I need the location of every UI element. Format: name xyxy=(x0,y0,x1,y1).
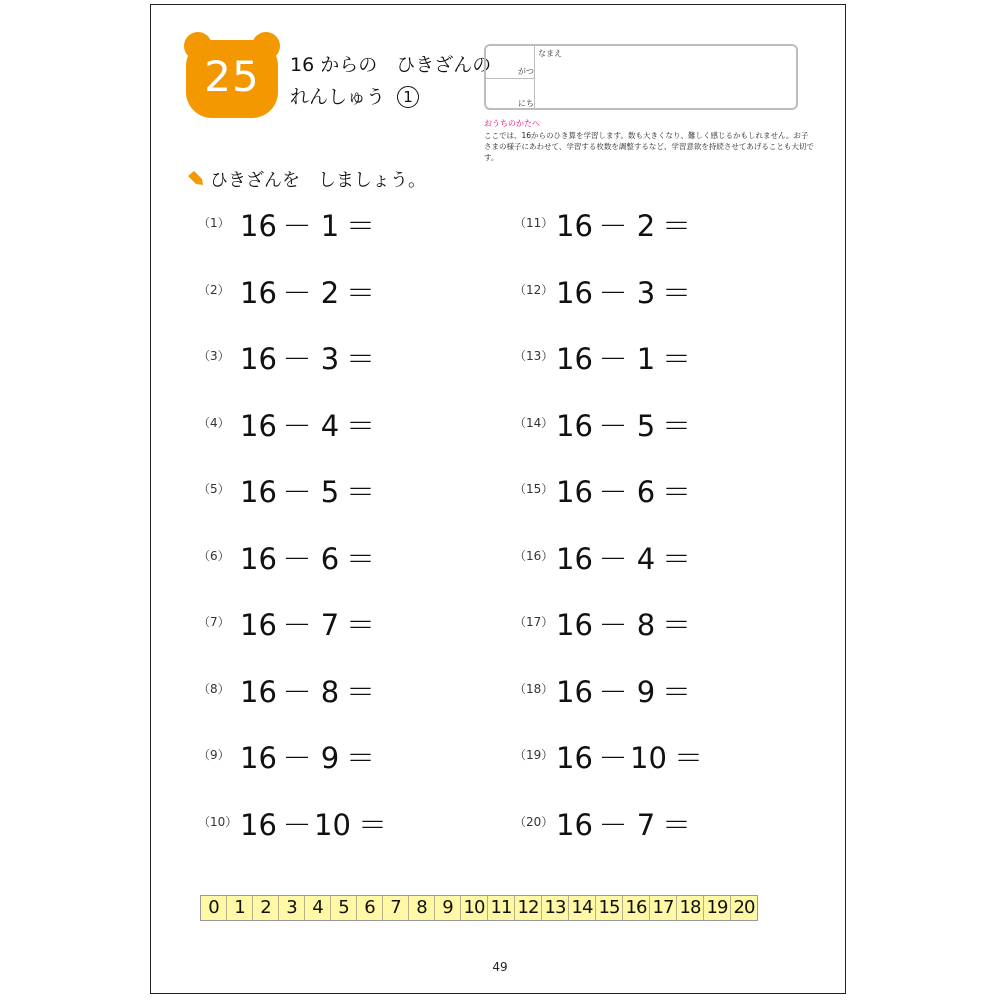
subtrahend: 9 xyxy=(320,741,340,775)
subtrahend: 2 xyxy=(636,209,656,243)
subtrahend: 8 xyxy=(636,608,656,642)
equals-sign: ＝ xyxy=(662,275,692,310)
problem-equation xyxy=(240,404,376,445)
subtrahend: 2 xyxy=(320,275,340,310)
problem-equation xyxy=(240,670,376,711)
minus-sign: － xyxy=(598,741,628,775)
equals-sign: ＝ xyxy=(662,408,692,443)
minuend: 16 xyxy=(556,408,593,443)
subtrahend: 1 xyxy=(320,209,340,243)
minus-sign: － xyxy=(598,275,628,310)
minuend: 16 xyxy=(240,541,277,576)
number-strip-cell: 1 xyxy=(227,896,253,920)
problem-number: （18） xyxy=(514,681,554,696)
number-strip-cell: 3 xyxy=(279,896,305,920)
minus-sign: － xyxy=(282,275,312,310)
minus-sign: － xyxy=(282,408,312,443)
subtrahend: 9 xyxy=(636,674,656,709)
minuend: 16 xyxy=(556,275,593,310)
minus-sign: － xyxy=(282,209,312,243)
equals-sign: ＝ xyxy=(674,741,704,775)
equals-sign: ＝ xyxy=(346,342,376,376)
equals-sign: ＝ xyxy=(662,541,692,576)
problem-number: （13） xyxy=(514,349,554,363)
number-strip-cell: 8 xyxy=(409,896,435,920)
problem-number: （3） xyxy=(198,349,230,363)
problem-equation xyxy=(556,204,692,245)
minuend: 16 xyxy=(556,342,593,376)
minuend: 16 xyxy=(556,541,593,576)
problem-number: （2） xyxy=(198,282,230,297)
equals-sign: ＝ xyxy=(346,209,376,243)
parent-note-heading: おうちのかたへ xyxy=(484,119,540,128)
problem-number: （9） xyxy=(198,748,230,762)
problem-equation xyxy=(240,271,376,312)
minus-sign: － xyxy=(282,807,312,842)
problem-number: （7） xyxy=(198,615,230,629)
number-strip-cell: 12 xyxy=(515,896,542,920)
minus-sign: － xyxy=(282,475,312,509)
equals-sign: ＝ xyxy=(346,541,376,576)
problem-equation xyxy=(556,337,692,378)
subtrahend: 5 xyxy=(320,475,340,509)
subtrahend: 6 xyxy=(320,541,340,576)
divider xyxy=(486,78,534,79)
equals-sign: ＝ xyxy=(662,674,692,709)
problem-equation xyxy=(556,470,692,511)
minus-sign: － xyxy=(282,342,312,376)
number-strip-cell: 20 xyxy=(733,897,755,918)
number-strip-cell: 19 xyxy=(704,896,731,920)
problem-number: （11） xyxy=(514,216,554,230)
minuend: 16 xyxy=(240,741,277,775)
minus-sign: － xyxy=(598,408,628,443)
subtrahend: 3 xyxy=(636,275,656,310)
number-strip-cell: 4 xyxy=(305,896,331,920)
title-text: れんしゅう xyxy=(290,86,386,108)
problem-equation xyxy=(556,537,692,578)
problem-number: （12） xyxy=(514,282,554,297)
number-strip-cell: 6 xyxy=(357,896,383,920)
problem-number: （14） xyxy=(514,415,554,430)
minuend: 16 xyxy=(556,475,593,509)
minuend: 16 xyxy=(240,209,277,243)
equals-sign: ＝ xyxy=(662,342,692,376)
equals-sign: ＝ xyxy=(662,608,692,642)
subtrahend: 3 xyxy=(320,342,340,376)
problem-number: （15） xyxy=(514,482,554,496)
lesson-number: 25 xyxy=(204,52,260,101)
page-title-line2 xyxy=(290,82,419,109)
name-date-box[interactable] xyxy=(484,44,798,110)
equals-sign: ＝ xyxy=(346,475,376,509)
minuend: 16 xyxy=(240,342,277,376)
instruction-text: ひきざんを しましょう。 xyxy=(210,170,426,191)
minus-sign: － xyxy=(282,674,312,709)
problem-equation xyxy=(240,337,376,378)
page-number: 49 xyxy=(492,960,508,974)
minus-sign: － xyxy=(598,475,628,509)
number-line-strip xyxy=(200,895,758,921)
minuend: 16 xyxy=(556,807,593,842)
problem-number: （19） xyxy=(514,748,554,762)
month-label: がつ xyxy=(518,67,534,76)
problem-number: （8） xyxy=(198,681,230,696)
minuend: 16 xyxy=(240,608,277,642)
problem-equation xyxy=(240,803,388,844)
page-title-line1: 16 からの ひきざんの xyxy=(290,54,492,76)
equals-sign: ＝ xyxy=(346,608,376,642)
minuend: 16 xyxy=(556,674,593,709)
number-strip-cell: 13 xyxy=(542,896,569,920)
minuend: 16 xyxy=(556,741,593,775)
minus-sign: － xyxy=(282,608,312,642)
number-strip-cell: 5 xyxy=(331,896,357,920)
subtrahend: 5 xyxy=(636,408,656,443)
minuend: 16 xyxy=(556,608,593,642)
instruction xyxy=(186,166,426,192)
problem-equation xyxy=(556,736,704,777)
problem-number: （16） xyxy=(514,548,554,563)
minuend: 16 xyxy=(556,209,593,243)
equals-sign: ＝ xyxy=(346,674,376,709)
number-strip-cell: 10 xyxy=(461,896,488,920)
parent-note-body: ここでは、16からのひき算を学習します。数も大きくなり、難しく感じるかもしれません。お子さまの様子にあわせて、学習する枚数を調整するなど、学習意欲を持続させてあげることも大切です。 xyxy=(484,131,814,162)
minus-sign: － xyxy=(282,741,312,775)
problem-equation xyxy=(240,603,376,644)
problem-number: （6） xyxy=(198,548,230,563)
problem-equation xyxy=(240,537,376,578)
subtrahend: 4 xyxy=(636,541,656,576)
subtrahend: 10 xyxy=(630,741,667,775)
problem-number: （1） xyxy=(198,216,230,230)
number-strip-cell: 18 xyxy=(677,896,704,920)
equals-sign: ＝ xyxy=(662,475,692,509)
number-strip-cell: 14 xyxy=(569,896,596,920)
problem-equation xyxy=(556,670,692,711)
minus-sign: － xyxy=(598,807,628,842)
problem-number: （5） xyxy=(198,482,230,496)
minuend: 16 xyxy=(240,275,277,310)
minus-sign: － xyxy=(598,541,628,576)
minuend: 16 xyxy=(240,408,277,443)
minuend: 16 xyxy=(240,674,277,709)
subtrahend: 7 xyxy=(320,608,340,642)
equals-sign: ＝ xyxy=(346,408,376,443)
number-strip-cell: 11 xyxy=(488,896,515,920)
subtrahend: 4 xyxy=(320,408,340,443)
minus-sign: － xyxy=(598,342,628,376)
number-strip-cell: 9 xyxy=(435,896,461,920)
equals-sign: ＝ xyxy=(358,807,388,842)
minus-sign: － xyxy=(282,541,312,576)
minuend: 16 xyxy=(240,475,277,509)
equals-sign: ＝ xyxy=(662,807,692,842)
day-label: にち xyxy=(518,99,534,108)
problem-number: （20） xyxy=(514,814,554,829)
problem-equation xyxy=(556,603,692,644)
subtrahend: 8 xyxy=(320,674,340,709)
equals-sign: ＝ xyxy=(346,275,376,310)
problem-equation xyxy=(556,803,692,844)
problem-equation xyxy=(240,204,376,245)
pencil-icon xyxy=(186,170,206,188)
number-strip-cell: 2 xyxy=(253,896,279,920)
equals-sign: ＝ xyxy=(346,741,376,775)
name-label: なまえ xyxy=(538,49,562,58)
problem-equation xyxy=(556,271,692,312)
number-strip-cell: 17 xyxy=(650,896,677,920)
subtrahend: 10 xyxy=(314,807,351,842)
subtrahend: 7 xyxy=(636,807,656,842)
minus-sign: － xyxy=(598,608,628,642)
title-circled-number: 1 xyxy=(397,86,419,108)
minus-sign: － xyxy=(598,674,628,709)
problem-equation xyxy=(240,736,376,777)
number-strip-cell: 0 xyxy=(201,896,227,920)
subtrahend: 6 xyxy=(636,475,656,509)
divider xyxy=(534,46,535,108)
subtrahend: 1 xyxy=(636,342,656,376)
minuend: 16 xyxy=(240,807,277,842)
equals-sign: ＝ xyxy=(662,209,692,243)
problem-number: （17） xyxy=(514,615,554,629)
number-strip-cell: 16 xyxy=(623,896,650,920)
problem-number: （4） xyxy=(198,415,230,430)
minus-sign: － xyxy=(598,209,628,243)
problem-equation xyxy=(240,470,376,511)
number-strip-cell: 15 xyxy=(596,896,623,920)
number-strip-cell: 7 xyxy=(383,896,409,920)
problem-number: （10） xyxy=(198,814,238,829)
lesson-badge xyxy=(182,30,282,120)
problem-equation xyxy=(556,404,692,445)
